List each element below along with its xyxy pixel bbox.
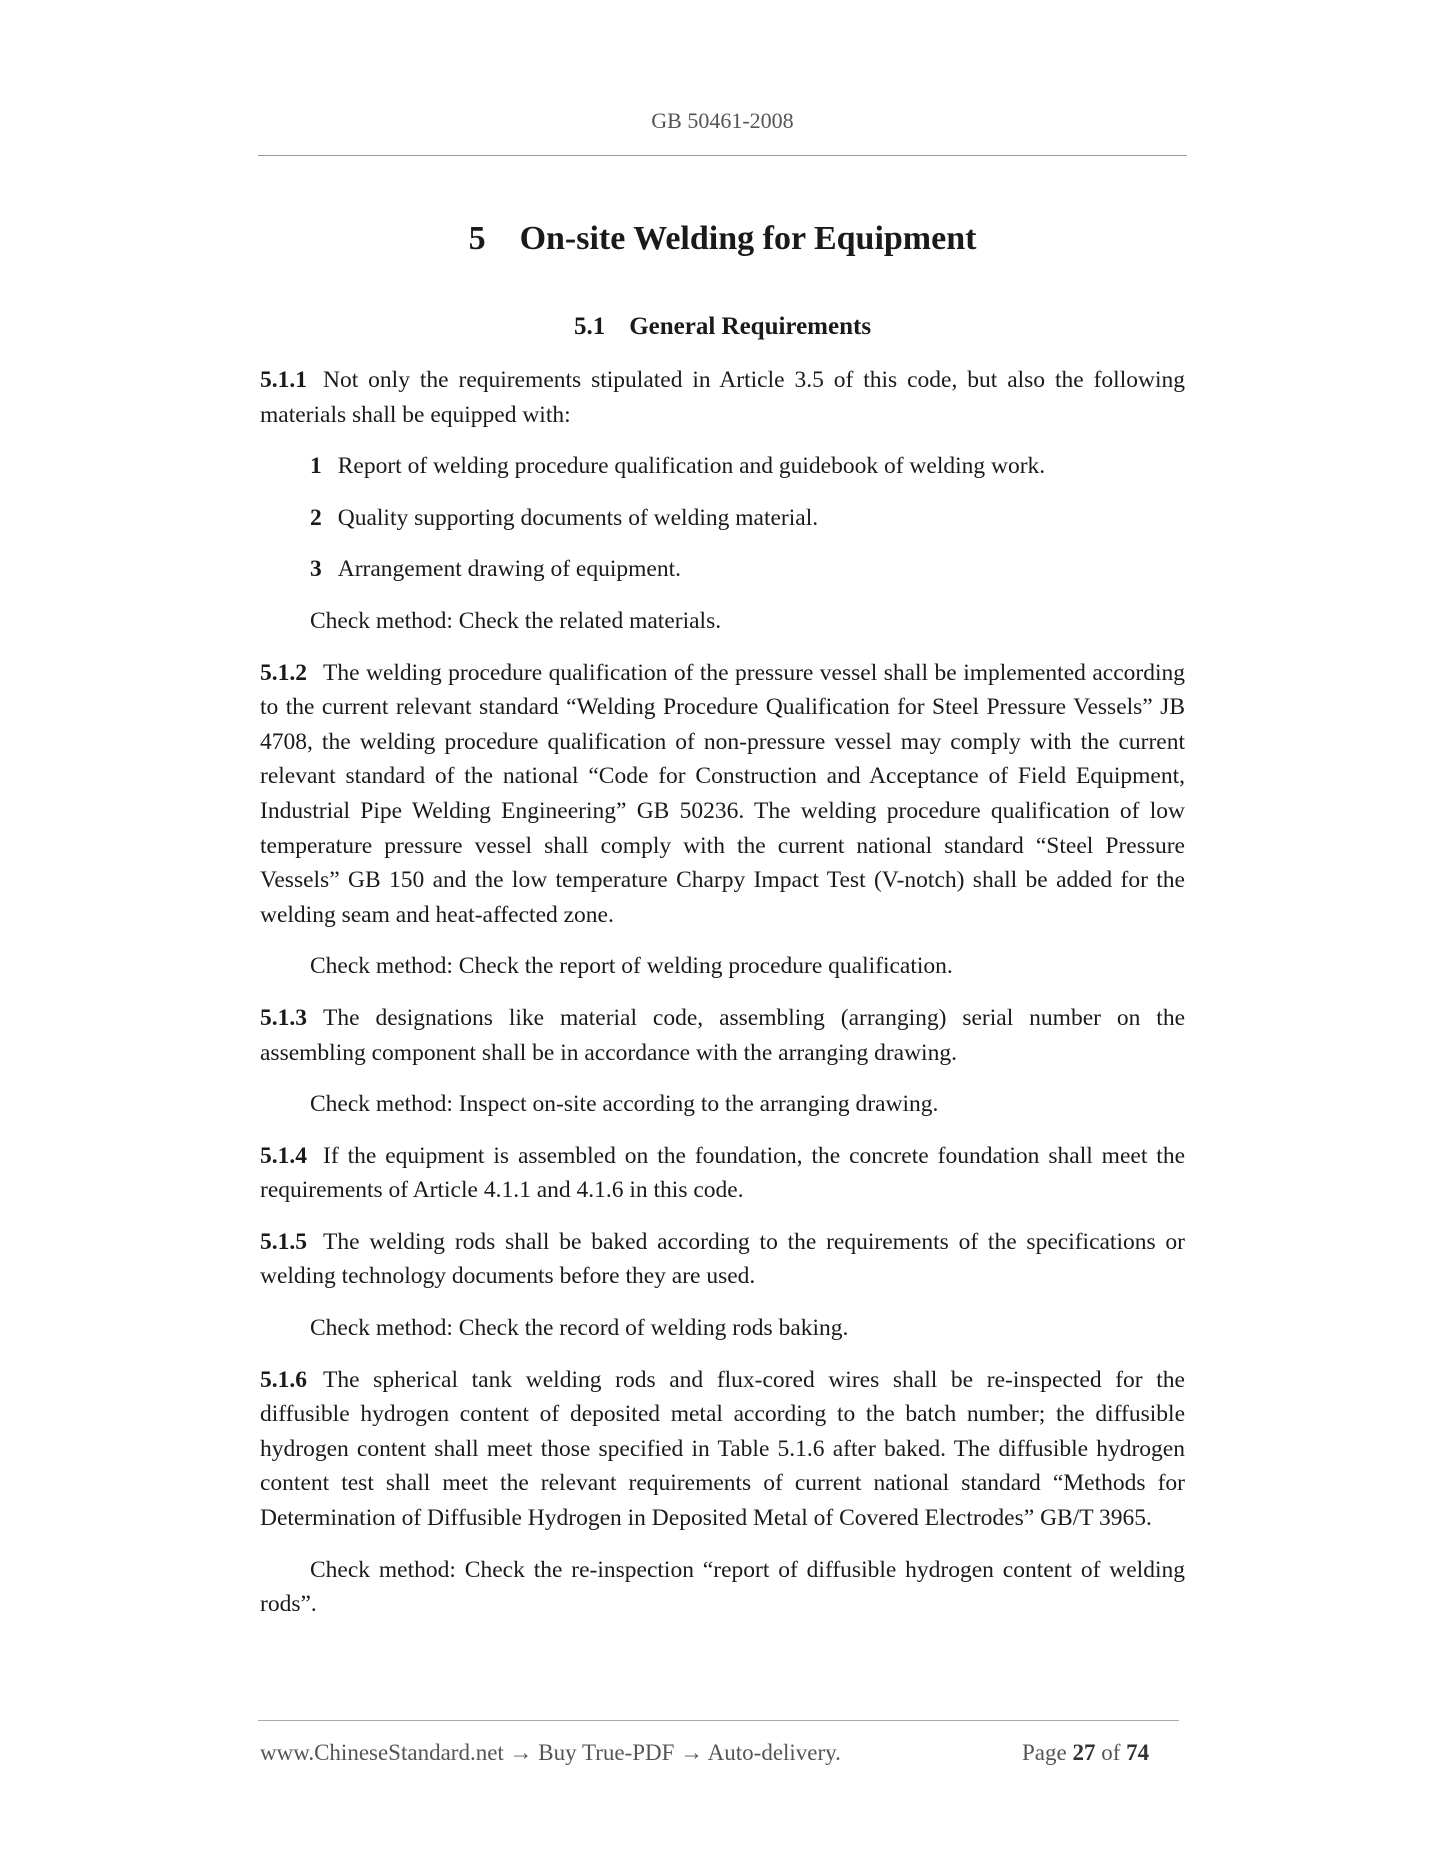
list-item-number: 1 bbox=[310, 453, 322, 480]
list-item-text: Quality supporting documents of welding material. bbox=[337, 504, 819, 531]
list-item-text: Arrangement drawing of equipment. bbox=[337, 556, 682, 583]
clause-number: 5.1.6 bbox=[260, 1366, 307, 1393]
clause-5-1-6 bbox=[260, 1363, 1185, 1536]
chapter-title bbox=[0, 220, 1445, 258]
clause-5-1-2 bbox=[260, 656, 1185, 933]
clause-text: The spherical tank welding rods and flux-cored wires shall be re-inspected for the diffusible hydrogen content of deposited metal according to the batch number; the diffusible hydrogen content shall meet those specified in Table 5.1.6 after baked. The diffusible hydrogen content test shall meet the relevant requirements of current national standard “Methods for Determination of Diffusible Hydrogen in Deposited Metal of Covered Electrodes” GB/T 3965. bbox=[260, 1366, 1185, 1532]
clause-5-1-4 bbox=[260, 1139, 1185, 1208]
section-title-text: General Requirements bbox=[629, 313, 872, 340]
check-method-5-1-1: Check method: Check the related materials. bbox=[310, 607, 722, 634]
list-item-number: 3 bbox=[310, 556, 322, 583]
clause-5-1-3 bbox=[260, 1001, 1185, 1070]
total-pages: 74 bbox=[1126, 1740, 1150, 1765]
page-body bbox=[260, 363, 1185, 1639]
chapter-title-text: On-site Welding for Equipment bbox=[519, 220, 977, 257]
check-method-5-1-5: Check method: Check the record of welding rods baking. bbox=[310, 1315, 849, 1342]
list-item bbox=[260, 501, 1185, 536]
clause-text: If the equipment is assembled on the foundation, the concrete foundation shall meet the requirements of Article 4.1.1 and 4.1.6 in this code. bbox=[260, 1142, 1185, 1204]
chapter-number: 5 bbox=[468, 220, 486, 257]
list-item bbox=[260, 449, 1185, 484]
section-title bbox=[0, 313, 1445, 341]
current-page: 27 bbox=[1072, 1740, 1096, 1765]
clause-text: The designations like material code, assembling (arranging) serial number on the assembling component shall be in accordance with the arranging drawing. bbox=[260, 1004, 1185, 1066]
clause-number: 5.1.4 bbox=[260, 1142, 307, 1169]
list-item-text: Report of welding procedure qualification and guidebook of welding work. bbox=[337, 453, 1046, 480]
footer-divider bbox=[258, 1720, 1179, 1721]
check-method-5-1-3: Check method: Inspect on-site according to the arranging drawing. bbox=[310, 1091, 939, 1118]
list-item-number: 2 bbox=[310, 504, 322, 531]
check-method-5-1-2: Check method: Check the report of welding procedure qualification. bbox=[310, 953, 953, 980]
page-word: Page bbox=[1022, 1740, 1067, 1765]
page-indicator bbox=[1022, 1740, 1149, 1766]
clause-text: Not only the requirements stipulated in Article 3.5 of this code, but also the following materials shall be equipped with: bbox=[260, 367, 1185, 428]
clause-number: 5.1.2 bbox=[260, 659, 307, 686]
of-word: of bbox=[1101, 1740, 1121, 1765]
check-method-5-1-6: Check method: Check the re-inspection “report of diffusible hydrogen content of welding rods”. bbox=[260, 1556, 1185, 1618]
running-header: GB 50461-2008 bbox=[651, 108, 794, 133]
clause-5-1-5 bbox=[260, 1225, 1185, 1294]
clause-number: 5.1.3 bbox=[260, 1004, 307, 1031]
section-number: 5.1 bbox=[573, 313, 606, 340]
clause-number: 5.1.1 bbox=[260, 367, 307, 393]
clause-text: The welding rods shall be baked according to the requirements of the specifications or welding technology documents before they are used. bbox=[260, 1228, 1185, 1290]
list-item bbox=[260, 552, 1185, 587]
clause-number: 5.1.5 bbox=[260, 1228, 307, 1255]
header-divider bbox=[258, 155, 1187, 156]
clause-text: The welding procedure qualification of the pressure vessel shall be implemented according to the current relevant standard “Welding Procedure Qualification for Steel Pressure Vessels” JB 4708, the welding procedure qualification of non-pressure vessel may comply with the current relevant standard of the national “Code for Construction and Acceptance of Field Equipment, Industrial Pipe Welding Engineering” GB 50236. The welding procedure qualification of low temperature pressure vessel shall comply with the current national standard “Steel Pressure Vessels” GB 150 and the low temperature Charpy Impact Test (V-notch) shall be added for the welding seam and heat-affected zone. bbox=[260, 659, 1185, 928]
clause-5-1-1 bbox=[260, 363, 1185, 432]
footer-link[interactable]: www.ChineseStandard.net → Buy True-PDF → Auto-delivery. bbox=[260, 1740, 841, 1765]
